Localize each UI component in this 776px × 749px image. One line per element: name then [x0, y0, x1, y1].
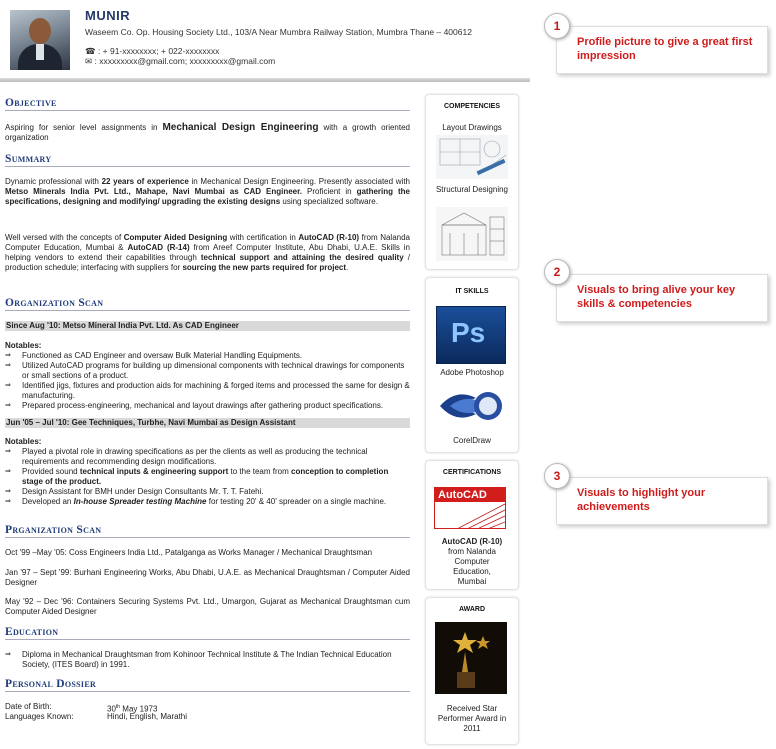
callout-2: Visuals to bring alive your key skills & competencies — [556, 274, 768, 322]
dob-label: Date of Birth: — [5, 702, 52, 711]
certifications-box — [425, 460, 519, 590]
competencies-box — [425, 94, 519, 270]
skill-coreldraw: CorelDraw — [453, 436, 491, 445]
bullet-item: ⇒ Developed an In-house Spreader testing Machine for testing 20' & 40' spreader on a single machine. — [5, 497, 410, 507]
callout-1-number: 1 — [544, 13, 570, 39]
summary-heading: Summary — [5, 153, 410, 167]
job-1-notables: Notables: — [5, 341, 42, 350]
cert-autocad-institute: from Nalanda Computer Education, Mumbai — [447, 547, 497, 586]
summary-paragraph-2: Well versed with the concepts of Computer Aided Designing with certification in AutoCAD (R-10) from Nalanda Computer Education, Mumbai & AutoCAD (R-14) from Areef Computer Institute, Abu Dhabi, U.A.E. Skills in helping vendors to extend their capabilities through technical support and attaining the desired quality / production schedule; interfacing with suppliers for sourcing the new parts required for project. — [5, 233, 411, 272]
organization-scan-heading: Organization Scan — [5, 297, 410, 311]
bullet-item: ⇒ Prepared process-engineering, mechanical and layout drawings after gathering product specifications. — [5, 401, 410, 411]
dob-value: 30th May 1973 — [107, 704, 158, 714]
competency-structural-designing: Structural Designing — [435, 185, 509, 194]
bullet-item: ⇒ Functioned as CAD Engineer and oversaw Bulk Material Handling Equipments. — [5, 351, 410, 361]
competency-layout-drawings: Layout Drawings — [442, 123, 502, 132]
email-addresses: ✉ : xxxxxxxxx@gmail.com; xxxxxxxxx@gmail.com — [85, 56, 276, 66]
cert-autocad-name: AutoCAD (R-10) — [441, 537, 503, 546]
job-2-title: Jun '05 – Jul '10: Gee Techniques, Turbhe, Navi Mumbai as Design Assistant — [5, 418, 410, 428]
skill-adobe-photoshop: Adobe Photoshop — [440, 368, 504, 377]
bullet-item: ⇒ Design Assistant for BMH under Design Consultants Mr. T. T. Fatehi. — [5, 487, 410, 497]
address: Waseem Co. Op. Housing Society Ltd., 103/A Near Mumbra Railway Station, Mumbra Thane – 400612 — [85, 27, 472, 37]
job-2-notables: Notables: — [5, 437, 42, 446]
bullet-item: ⇒ Played a pivotal role in drawing specifications as per the clients as well as producing the technical requirements and recommending design modifications. — [5, 447, 410, 467]
prev-job-2: Jan '97 – Sept '99: Burhani Engineering Works, Abu Dhabi, U.A.E. as Mechanical Draughtsman / Computer Aided Designer — [5, 568, 410, 587]
callout-2-number: 2 — [544, 259, 570, 285]
languages-value: Hindi, English, Marathi — [107, 712, 188, 721]
layout-drawing-image — [436, 135, 508, 179]
job-1-bullets — [5, 351, 410, 411]
certifications-title: CERTIFICATIONS — [442, 469, 502, 476]
competencies-title: COMPETENCIES — [443, 103, 500, 110]
award-title: AWARD — [458, 606, 486, 613]
prev-job-1: Oct '99 –May '05: Coss Engineers India Ltd., Patalganga as Works Manager / Mechanical Draughtsman — [5, 548, 373, 557]
callout-3: Visuals to highlight your achievements — [556, 477, 768, 525]
bullet-item: ⇒ Identified jigs, fixtures and production aids for machining & forged items and processed the same for design & manufacturing. — [5, 381, 410, 401]
education-heading: Education — [5, 626, 410, 640]
personal-dossier-heading: Personal Dossier — [5, 678, 410, 692]
education-list — [5, 650, 410, 670]
it-skills-title: IT SKILLS — [455, 288, 489, 295]
resume-header — [0, 0, 530, 84]
profile-photo — [10, 10, 70, 70]
award-box — [425, 597, 519, 745]
job-2-bullets — [5, 447, 410, 507]
callout-3-number: 3 — [544, 463, 570, 489]
languages-label: Languages Known: — [5, 712, 74, 721]
header-divider — [0, 78, 530, 82]
objective-text: Aspiring for senior level assignments in Mechanical Design Engineering with a growth oriented organization — [5, 122, 411, 142]
star-trophy-image — [435, 622, 507, 694]
prev-job-3: May '92 – Dec '96: Containers Securing Systems Pvt. Ltd., Umargon, Gujarat as Mechanical Draughtsman cum Computer Aided Designer — [5, 597, 410, 616]
previous-organization-heading: Prganization Scan — [5, 524, 410, 538]
structural-design-image — [436, 207, 508, 261]
job-1-title: Since Aug '10: Metso Mineral India Pvt. Ltd. As CAD Engineer — [5, 321, 410, 331]
photoshop-icon: Ps — [436, 306, 506, 364]
phone-numbers: ☎ : + 91-xxxxxxxx; + 022-xxxxxxxx — [85, 46, 220, 56]
bullet-item: ⇒ Provided sound technical inputs & engineering support to the team from conception to completion stage of the product. — [5, 467, 410, 487]
autocad-logo: AutoCAD — [434, 487, 506, 529]
candidate-name: MUNIR — [85, 8, 131, 23]
objective-heading: Objective — [5, 97, 410, 111]
coreldraw-icon — [436, 384, 508, 428]
bullet-item: ⇒ Utilized AutoCAD programs for building up dimensional components with technical drawings for components or small sections of a product. — [5, 361, 410, 381]
education-item: ⇒ Diploma in Mechanical Draughtsman from Kohinoor Technical Institute & The Indian Technical Education Society, (ITES Board) in 1991. — [5, 650, 410, 670]
it-skills-box — [425, 277, 519, 453]
award-caption: Received Star Performer Award in 2011 — [437, 704, 507, 733]
summary-paragraph-1: Dynamic professional with 22 years of experience in Mechanical Design Engineering. Presently associated with Metso Minerals India Pvt. Ltd., Mahape, Navi Mumbai as CAD Engineer. Proficient in gathering the specifications, designing and modifying/ upgrading the existing designs using specialized software. — [5, 177, 411, 206]
callout-1: Profile picture to give a great first impression — [556, 26, 768, 74]
